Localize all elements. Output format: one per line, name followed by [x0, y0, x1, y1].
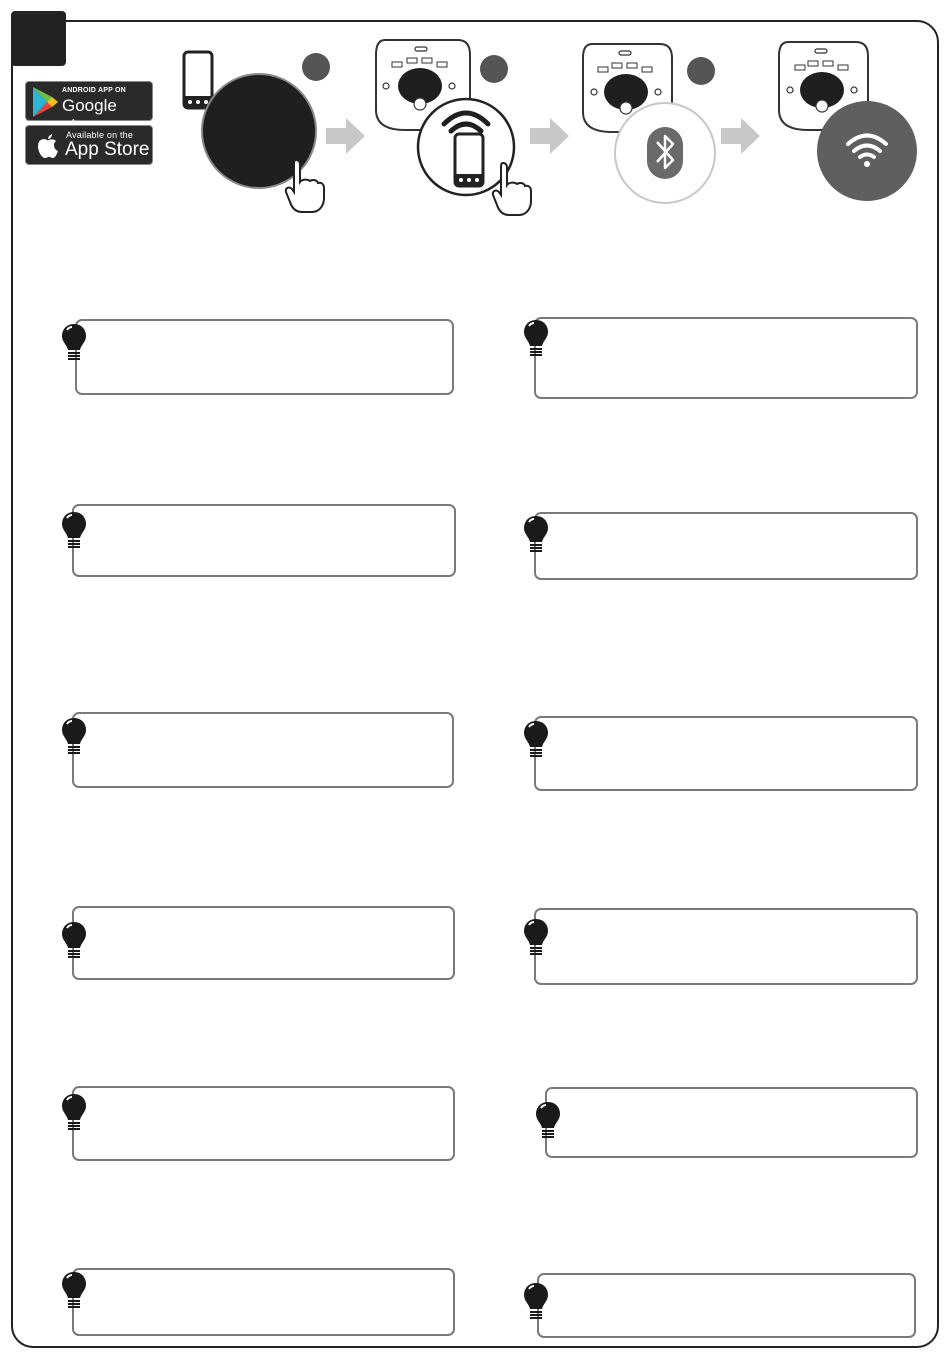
lightbulb-icon [522, 514, 550, 556]
lightbulb-icon [522, 1281, 550, 1323]
tip-box [534, 317, 918, 399]
tip-box [545, 1087, 918, 1158]
apple-badge-small-text: Available on the [66, 130, 134, 140]
google-badge-small-text: ANDROID APP ON [62, 87, 126, 94]
tip-box [537, 1273, 916, 1338]
lightbulb-icon [60, 322, 88, 364]
step-dot-1 [302, 53, 330, 81]
tip-box [534, 512, 918, 580]
wifi-circle [817, 101, 917, 201]
step-number-tab [11, 11, 66, 66]
google-play-badge[interactable] [25, 81, 153, 121]
lightbulb-icon [522, 318, 550, 360]
right-arrow-icon [530, 118, 569, 154]
right-arrow-icon [721, 118, 760, 154]
tip-box [72, 1086, 455, 1161]
right-arrow-icon [326, 118, 365, 154]
app-store-badge[interactable] [25, 125, 153, 165]
lightbulb-icon [534, 1100, 562, 1142]
tip-box [72, 504, 456, 577]
apple-icon [34, 130, 60, 160]
tip-box [534, 908, 918, 985]
lightbulb-icon [60, 716, 88, 758]
pairing-illustration [170, 30, 930, 230]
play-store-icon [30, 85, 60, 119]
lightbulb-icon [60, 1092, 88, 1134]
lightbulb-icon [522, 917, 550, 959]
step-dot-2 [480, 55, 508, 83]
phone-icon [455, 134, 483, 186]
lightbulb-icon [60, 510, 88, 552]
tip-box [72, 1268, 455, 1336]
lightbulb-icon [522, 719, 550, 761]
lightbulb-icon [60, 1270, 88, 1312]
lightbulb-icon [60, 920, 88, 962]
step-dot-3 [687, 57, 715, 85]
bluetooth-icon [647, 127, 683, 179]
apple-badge-big-text: App Store [65, 139, 150, 160]
tip-box [72, 906, 455, 980]
google-badge-big-text: Google [62, 96, 117, 115]
tip-box [72, 712, 454, 788]
tip-box [534, 716, 918, 791]
phone-icon [184, 52, 212, 108]
tip-box [75, 319, 454, 395]
